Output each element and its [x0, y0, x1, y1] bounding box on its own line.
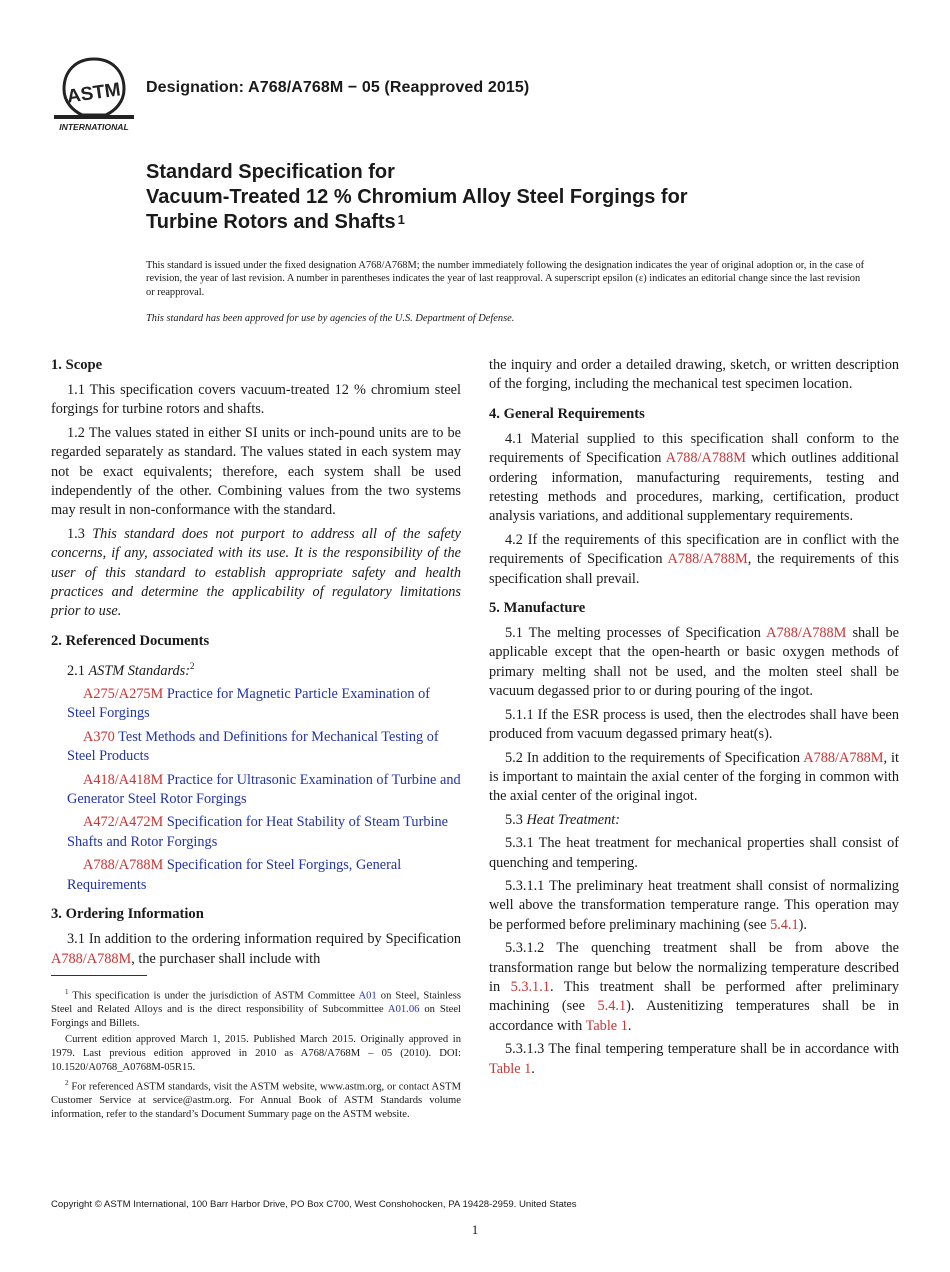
committee-link[interactable]: A01: [358, 990, 377, 1002]
referenced-heading: 2. Referenced Documents: [51, 632, 210, 649]
dod-note: This standard has been approved for use by agencies of the U.S. Department of Defense.: [146, 313, 515, 325]
para-4-2-text-b: , the requirements of this specification shall prevail.: [489, 551, 899, 587]
para-5-3-1-2-text-b: . This treatment shall be performed after preliminary machining (see: [489, 978, 899, 1015]
ref-link[interactable]: A788/A788M: [766, 625, 847, 642]
ref-title-link[interactable]: Specification for Steel Forgings, General Requirements: [67, 857, 402, 893]
ref-link[interactable]: A788/A788M: [51, 950, 132, 967]
fn2-text-b: volume information, refer to the standard’s Document Summary page on the ASTM website.: [51, 1095, 461, 1121]
issued-note: This standard is issued under the fixed designation A768/A768M; the number immediately following the designation indicates the year of original adoption or, in the case of revision, the year of last revision. A number in parentheses indicates the year of last reapproval. A superscript epsilon (ε) indicates an editorial change since the last revision or reapproval.: [146, 260, 865, 298]
para-3-1: [51, 930, 461, 969]
para-5-2: [489, 749, 899, 807]
ref-code-link[interactable]: A418/A418M: [83, 771, 164, 788]
para-5-3-1: 5.3.1 The heat treatment for mechanical properties shall consist of quenching and tempering.: [489, 835, 899, 871]
page-number: 1: [471, 1222, 479, 1237]
para-5-3-label: Heat Treatment:: [526, 811, 621, 828]
ref-code-link[interactable]: A275/A275M: [83, 686, 164, 703]
ref-title-link[interactable]: Practice for Magnetic Particle Examination of Steel Forgings: [67, 686, 431, 722]
fn1-text-b: on Steel, Stainless Steel and Related Alloys and is the direct responsibility of Subcommittee: [51, 990, 461, 1016]
para-5-1-1: 5.1.1 If the ESR process is used, then the electrodes shall have been produced from vacuum degassed primary heat(s).: [489, 706, 899, 743]
para-4-1-text-a: 4.1 Material supplied to this specification shall conform to the requirements of Specification: [489, 430, 899, 467]
fn2-italic: Annual Book of ASTM Standards: [260, 1095, 423, 1107]
logo-text: ASTM: [65, 79, 122, 108]
ref-code-link[interactable]: A472/A472M: [83, 814, 164, 831]
fn2-mark: 2: [65, 1078, 69, 1087]
fn1-text-c: on Steel Forgings and Billets.: [51, 1004, 461, 1030]
ref-title-link[interactable]: Specification for Heat Stability of Steam Turbine Shafts and Rotor Forgings: [67, 814, 448, 850]
general-heading: 4. General Requirements: [489, 405, 645, 422]
title-line-3-text: Turbine Rotors and Shafts: [146, 211, 396, 233]
ref-link[interactable]: A788/A788M: [667, 551, 748, 568]
right-column: [489, 356, 899, 1083]
para-5-3: [489, 811, 899, 830]
para-4-1-text-b: which outlines additional ordering information, manufacturing requirements, testing and retesting methods and procedures, marking, certification, product analysis variations, and additional supplementary requirements.: [489, 450, 899, 525]
ref-link[interactable]: 5.4.1: [770, 916, 799, 933]
para-5-3-1-3: [489, 1040, 899, 1079]
para-1-2: 1.2 The values stated in either SI units or inch-pound units are to be regarded separately as standard. The values stated in each system may not be exact equivalents; therefore, each system shall be used independently of the other. Combining values from the two systems may result in non-conformance with the standard.: [51, 424, 461, 519]
title-line-2: Vacuum-Treated 12 % Chromium Alloy Steel Forgings for: [146, 186, 688, 208]
fn1-mark: 1: [65, 988, 69, 996]
document-title: [146, 160, 866, 235]
astm-logo-icon: [52, 55, 136, 133]
reference-item: [51, 813, 461, 852]
reference-item: [51, 685, 461, 724]
fn2-text-a: For referenced ASTM standards, visit the ASTM website, www.astm.org, or contact ASTM Customer Service at service@astm.org. For: [51, 1081, 461, 1107]
footnote-edition: Current edition approved March 1, 2015. Published March 2015. Originally approved in 1979. Last previous edition approved in 2010 as A768/A768M – 05 (2010). DOI: 10.1520/A0768_A0768M-05R15.: [51, 1034, 461, 1074]
subcommittee-link[interactable]: A01.06: [387, 1004, 420, 1016]
para-5-3-1-2: [489, 939, 899, 1036]
ref-link[interactable]: 5.3.1.1: [510, 978, 550, 995]
para-5-3-num: 5.3: [505, 811, 527, 828]
reference-item: [51, 771, 461, 810]
scope-heading: 1. Scope: [51, 357, 103, 373]
ref-link[interactable]: A788/A788M: [803, 749, 884, 766]
para-5-3-1-2-text-d: .: [627, 1017, 632, 1034]
reference-item: [51, 728, 461, 767]
ref-link[interactable]: A788/A788M: [665, 450, 747, 467]
designation: Designation: A768/A768M − 05 (Reapproved 2015): [146, 79, 530, 96]
para-5-3-1-1: [489, 877, 899, 935]
para-5-3-1-3-text-a: 5.3.1.3 The final tempering temperature shall be in accordance with: [505, 1041, 899, 1058]
ordering-heading: 3. Ordering Information: [51, 906, 204, 923]
para-4-2: [489, 531, 899, 589]
para-3-1-text-b: , the purchaser shall include with: [131, 950, 321, 967]
fn1-text-a: This specification is under the jurisdiction of ASTM Committee: [68, 990, 359, 1002]
left-column: [51, 356, 461, 973]
para-5-2-text-a: 5.2 In addition to the requirements of Specification: [505, 749, 804, 766]
ref-title-link[interactable]: Practice for Ultrasonic Examination of Turbine and Generator Steel Rotor Forgings: [67, 771, 461, 808]
para-5-2-text-b: , it is important to maintain the axial center of the forging in common with the axial center of the original ingot.: [489, 749, 900, 805]
ref-link[interactable]: 5.4.1: [597, 998, 627, 1015]
table-link[interactable]: Table 1: [489, 1060, 532, 1077]
logo-subtext: INTERNATIONAL: [59, 122, 129, 132]
title-footnote-mark: 1: [397, 212, 405, 227]
title-line-1: Standard Specification for: [146, 161, 395, 183]
para-1-1: 1.1 This specification covers vacuum-treated 12 % chromium steel forgings for turbine rotors and shafts.: [51, 382, 461, 418]
copyright-notice: Copyright © ASTM International, 100 Barr Harbor Drive, PO Box C700, West Conshohocken, PA 19428-2959. United States: [51, 1199, 577, 1210]
para-1-3: [51, 525, 461, 622]
para-5-1: [489, 624, 899, 702]
ref-title-link[interactable]: Test Methods and Definitions for Mechanical Testing of Steel Products: [67, 728, 439, 765]
para-4-1: [489, 430, 899, 527]
para-5-3-1-2-text-c: ). Austenitizing temperatures shall be in accordance with: [489, 998, 899, 1034]
para-3-1-continued: the inquiry and order a detailed drawing, sketch, or written description of the forging, including the mechanical test specimen location.: [489, 357, 899, 393]
reference-list: [51, 685, 461, 895]
para-5-1-text-a: 5.1 The melting processes of Specification: [505, 625, 767, 642]
std-num: 2.1: [67, 662, 89, 679]
reference-item: [51, 856, 461, 895]
manufacture-heading: 5. Manufacture: [489, 600, 586, 617]
para-5-3-1-2-text-a: 5.3.1.2 The quenching treatment shall be from above the transformation range but below the normalizing temperature described in: [489, 940, 899, 995]
std-sup: 2: [190, 660, 195, 671]
para-3-1-text-a: 3.1 In addition to the ordering information required by Specification: [67, 931, 461, 948]
footnote-2: [51, 1077, 461, 1122]
para-5-3-1-1-text-a: 5.3.1.1 The preliminary heat treatment shall consist of normalizing well above the transformation temperature range. This operation may be performed before preliminary machining (see: [489, 877, 899, 933]
para-4-2-text-a: 4.2 If the requirements of this specification are in conflict with the requirements of Specification: [489, 531, 899, 568]
ref-code-link[interactable]: A370: [83, 728, 115, 745]
para-5-3-1-3-text-b: .: [531, 1060, 535, 1077]
para-5-1-text-b: shall be applicable except that the open-hearth or basic oxygen methods of primary melting shall not be used, and the molten steel shall be vacuum degassed prior to or during pouring of the ingot.: [489, 625, 899, 700]
para-1-3-num: 1.3: [67, 525, 93, 542]
intro-block: [146, 259, 866, 326]
footnotes: [51, 986, 461, 1124]
table-link[interactable]: Table 1: [585, 1017, 628, 1034]
astm-standards-label: [51, 657, 461, 681]
ref-code-link[interactable]: A788/A788M: [83, 857, 164, 874]
title-line-3: [146, 210, 866, 235]
footnote-1: [51, 986, 461, 1031]
footnote-divider: [51, 975, 147, 976]
para-1-3-text: This standard does not purport to address all of the safety concerns, if any, associated with its use. It is the responsibility of the user of this standard to establish appropriate safety and health practices and determine the applicability of regulatory limitations prior to use.: [51, 525, 461, 620]
std-label: ASTM Standards:: [88, 662, 190, 679]
para-5-3-1-1-text-b: ).: [798, 916, 807, 933]
